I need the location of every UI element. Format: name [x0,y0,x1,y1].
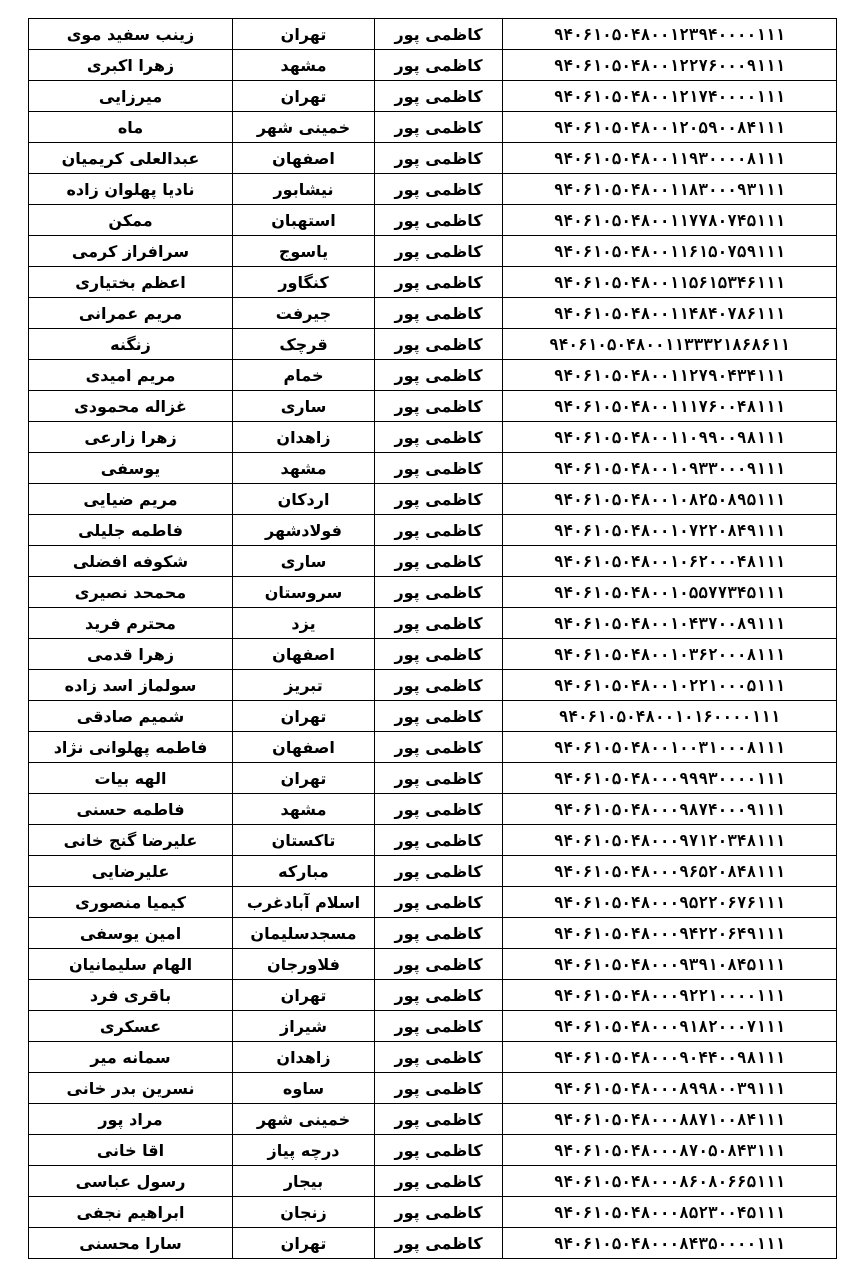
table-row [29,608,837,639]
city-cell: جیرفت [233,298,375,329]
family-cell: کاظمی پور [375,205,503,236]
city-cell: تهران [233,19,375,50]
table-row [29,453,837,484]
city-cell: مشهد [233,794,375,825]
city-cell: یاسوج [233,236,375,267]
name-cell: سولماز اسد زاده [29,670,233,701]
city-cell: ساوه [233,1073,375,1104]
city-cell: تهران [233,81,375,112]
city-cell: زاهدان [233,1042,375,1073]
table-row [29,670,837,701]
family-cell: کاظمی پور [375,732,503,763]
city-cell: درچه پیاز [233,1135,375,1166]
family-cell: کاظمی پور [375,422,503,453]
table-row [29,1166,837,1197]
city-cell: فلاورجان [233,949,375,980]
code-cell: ۹۴۰۶۱۰۵۰۴۸۰۰۱۲۲۷۶۰۰۰۹۱۱۱ [503,50,837,81]
table-row [29,887,837,918]
family-cell: کاظمی پور [375,887,503,918]
family-cell: کاظمی پور [375,1135,503,1166]
table-row [29,980,837,1011]
city-cell: مشهد [233,50,375,81]
name-cell: فاطمه جلیلی [29,515,233,546]
code-cell: ۹۴۰۶۱۰۵۰۴۸۰۰۱۱۲۷۹۰۴۳۴۱۱۱ [503,360,837,391]
family-cell: کاظمی پور [375,1104,503,1135]
family-cell: کاظمی پور [375,453,503,484]
name-cell: غزاله محمودی [29,391,233,422]
family-cell: کاظمی پور [375,484,503,515]
code-cell: ۹۴۰۶۱۰۵۰۴۸۰۰۱۱۱۷۶۰۰۴۸۱۱۱ [503,391,837,422]
code-cell: ۹۴۰۶۱۰۵۰۴۸۰۰۱۰۲۲۱۰۰۰۵۱۱۱ [503,670,837,701]
code-cell: ۹۴۰۶۱۰۵۰۴۸۰۰۱۰۳۶۲۰۰۰۸۱۱۱ [503,639,837,670]
name-cell: ماه [29,112,233,143]
family-cell: کاظمی پور [375,639,503,670]
family-cell: کاظمی پور [375,546,503,577]
name-cell: فاطمه پهلوانی نژاد [29,732,233,763]
code-cell: ۹۴۰۶۱۰۵۰۴۸۰۰۱۰۸۲۵۰۸۹۵۱۱۱ [503,484,837,515]
table-row [29,1197,837,1228]
name-cell: رسول عباسی [29,1166,233,1197]
table-row [29,546,837,577]
code-cell: ۹۴۰۶۱۰۵۰۴۸۰۰۰۹۹۹۳۰۰۰۰۱۱۱ [503,763,837,794]
city-cell: مسجدسلیمان [233,918,375,949]
family-cell: کاظمی پور [375,1042,503,1073]
name-cell: عسکری [29,1011,233,1042]
city-cell: استهبان [233,205,375,236]
table-row [29,236,837,267]
name-cell: محمحد نصیری [29,577,233,608]
table-row [29,267,837,298]
family-cell: کاظمی پور [375,980,503,1011]
family-cell: کاظمی پور [375,236,503,267]
code-cell: ۹۴۰۶۱۰۵۰۴۸۰۰۱۰۰۳۱۰۰۰۸۱۱۱ [503,732,837,763]
city-cell: زاهدان [233,422,375,453]
code-cell: ۹۴۰۶۱۰۵۰۴۸۰۰۰۸۷۰۵۰۸۴۳۱۱۱ [503,1135,837,1166]
name-cell: مریم عمرانی [29,298,233,329]
city-cell: یزد [233,608,375,639]
code-cell: ۹۴۰۶۱۰۵۰۴۸۰۰۱۰۷۲۲۰۸۴۹۱۱۱ [503,515,837,546]
name-cell: الهام سلیمانیان [29,949,233,980]
name-cell: نسرین بدر خانی [29,1073,233,1104]
table-row [29,205,837,236]
family-cell: کاظمی پور [375,391,503,422]
family-cell: کاظمی پور [375,1197,503,1228]
name-cell: سارا محسنی [29,1228,233,1259]
table-row [29,298,837,329]
family-cell: کاظمی پور [375,81,503,112]
name-cell: مراد پور [29,1104,233,1135]
family-cell: کاظمی پور [375,19,503,50]
city-cell: اصفهان [233,143,375,174]
code-cell: ۹۴۰۶۱۰۵۰۴۸۰۰۱۱۴۸۴۰۷۸۶۱۱۱ [503,298,837,329]
city-cell: تهران [233,763,375,794]
city-cell: بیجار [233,1166,375,1197]
family-cell: کاظمی پور [375,143,503,174]
city-cell: نیشابور [233,174,375,205]
table-row [29,391,837,422]
city-cell: مشهد [233,453,375,484]
name-cell: اعظم بختیاری [29,267,233,298]
family-cell: کاظمی پور [375,298,503,329]
family-cell: کاظمی پور [375,360,503,391]
city-cell: خمینی شهر [233,112,375,143]
code-cell: ۹۴۰۶۱۰۵۰۴۸۰۰۱۰۹۳۳۰۰۰۹۱۱۱ [503,453,837,484]
name-cell: میرزایی [29,81,233,112]
family-cell: کاظمی پور [375,267,503,298]
name-cell: زهرا قدمی [29,639,233,670]
name-cell: یوسفی [29,453,233,484]
name-cell: علیرضایی [29,856,233,887]
table-row [29,329,837,360]
code-cell: ۹۴۰۶۱۰۵۰۴۸۰۰۰۸۴۳۵۰۰۰۰۱۱۱ [503,1228,837,1259]
name-cell: ابراهیم نجفی [29,1197,233,1228]
code-cell: ۹۴۰۶۱۰۵۰۴۸۰۰۱۱۳۳۳۲۱۸۶۸۶۱۱ [503,329,837,360]
code-cell: ۹۴۰۶۱۰۵۰۴۸۰۰۰۹۶۵۲۰۸۴۸۱۱۱ [503,856,837,887]
code-cell: ۹۴۰۶۱۰۵۰۴۸۰۰۰۹۷۱۲۰۳۴۸۱۱۱ [503,825,837,856]
table-row [29,1073,837,1104]
code-cell: ۹۴۰۶۱۰۵۰۴۸۰۰۱۰۶۲۰۰۰۴۸۱۱۱ [503,546,837,577]
family-cell: کاظمی پور [375,763,503,794]
family-cell: کاظمی پور [375,918,503,949]
table-row [29,949,837,980]
table-row [29,856,837,887]
city-cell: اصفهان [233,639,375,670]
city-cell: تاکستان [233,825,375,856]
city-cell: شیراز [233,1011,375,1042]
table-row [29,1135,837,1166]
code-cell: ۹۴۰۶۱۰۵۰۴۸۰۰۰۸۶۰۸۰۶۶۵۱۱۱ [503,1166,837,1197]
family-cell: کاظمی پور [375,50,503,81]
table-row [29,701,837,732]
name-cell: شمیم صادقی [29,701,233,732]
family-cell: کاظمی پور [375,329,503,360]
name-cell: شکوفه افضلی [29,546,233,577]
code-cell: ۹۴۰۶۱۰۵۰۴۸۰۰۱۲۰۵۹۰۰۸۴۱۱۱ [503,112,837,143]
family-cell: کاظمی پور [375,825,503,856]
name-cell: اقا خانی [29,1135,233,1166]
table-row [29,81,837,112]
code-cell: ۹۴۰۶۱۰۵۰۴۸۰۰۰۸۸۷۱۰۰۸۴۱۱۱ [503,1104,837,1135]
table-row [29,577,837,608]
name-cell: باقری فرد [29,980,233,1011]
city-cell: تهران [233,980,375,1011]
family-cell: کاظمی پور [375,856,503,887]
code-cell: ۹۴۰۶۱۰۵۰۴۸۰۰۱۱۶۱۵۰۷۵۹۱۱۱ [503,236,837,267]
name-cell: سرافراز کرمی [29,236,233,267]
city-cell: ساری [233,391,375,422]
name-cell: نادیا پهلوان زاده [29,174,233,205]
name-cell: زهرا زارعی [29,422,233,453]
code-cell: ۹۴۰۶۱۰۵۰۴۸۰۰۱۱۸۳۰۰۰۹۳۱۱۱ [503,174,837,205]
name-cell: مریم ضیایی [29,484,233,515]
table-row [29,732,837,763]
code-cell: ۹۴۰۶۱۰۵۰۴۸۰۰۱۰۵۵۷۷۳۴۵۱۱۱ [503,577,837,608]
city-cell: فولادشهر [233,515,375,546]
city-cell: اسلام آبادغرب [233,887,375,918]
code-cell: ۹۴۰۶۱۰۵۰۴۸۰۰۰۹۸۷۴۰۰۰۹۱۱۱ [503,794,837,825]
name-cell: فاطمه حسنی [29,794,233,825]
city-cell: خمینی شهر [233,1104,375,1135]
table-row [29,825,837,856]
roster-table [28,18,837,1259]
code-cell: ۹۴۰۶۱۰۵۰۴۸۰۰۱۲۳۹۴۰۰۰۰۱۱۱ [503,19,837,50]
table-row [29,1228,837,1259]
city-cell: اردکان [233,484,375,515]
code-cell: ۹۴۰۶۱۰۵۰۴۸۰۰۰۹۲۲۱۰۰۰۰۱۱۱ [503,980,837,1011]
city-cell: زنجان [233,1197,375,1228]
family-cell: کاظمی پور [375,577,503,608]
name-cell: الهه بیات [29,763,233,794]
city-cell: سروستان [233,577,375,608]
family-cell: کاظمی پور [375,608,503,639]
family-cell: کاظمی پور [375,1166,503,1197]
family-cell: کاظمی پور [375,174,503,205]
name-cell: محترم فرید [29,608,233,639]
table-row [29,143,837,174]
city-cell: اصفهان [233,732,375,763]
code-cell: ۹۴۰۶۱۰۵۰۴۸۰۰۰۹۰۴۴۰۰۹۸۱۱۱ [503,1042,837,1073]
family-cell: کاظمی پور [375,701,503,732]
city-cell: مبارکه [233,856,375,887]
table-row [29,174,837,205]
name-cell: زینب سفید موی [29,19,233,50]
family-cell: کاظمی پور [375,1228,503,1259]
table-row [29,422,837,453]
city-cell: تهران [233,1228,375,1259]
table-row [29,19,837,50]
city-cell: کنگاور [233,267,375,298]
name-cell: زهرا اکبری [29,50,233,81]
code-cell: ۹۴۰۶۱۰۵۰۴۸۰۰۰۹۵۲۲۰۶۷۶۱۱۱ [503,887,837,918]
code-cell: ۹۴۰۶۱۰۵۰۴۸۰۰۰۸۹۹۸۰۰۳۹۱۱۱ [503,1073,837,1104]
code-cell: ۹۴۰۶۱۰۵۰۴۸۰۰۰۸۵۲۳۰۰۴۵۱۱۱ [503,1197,837,1228]
name-cell: زنگنه [29,329,233,360]
family-cell: کاظمی پور [375,949,503,980]
city-cell: تبریز [233,670,375,701]
city-cell: تهران [233,701,375,732]
table-row [29,918,837,949]
name-cell: کیمیا منصوری [29,887,233,918]
code-cell: ۹۴۰۶۱۰۵۰۴۸۰۰۱۱۰۹۹۰۰۹۸۱۱۱ [503,422,837,453]
code-cell: ۹۴۰۶۱۰۵۰۴۸۰۰۱۱۵۶۱۵۳۴۶۱۱۱ [503,267,837,298]
table-row [29,794,837,825]
code-cell: ۹۴۰۶۱۰۵۰۴۸۰۰۱۱۹۳۰۰۰۰۸۱۱۱ [503,143,837,174]
city-cell: قرچک [233,329,375,360]
roster-table-body [29,19,837,1259]
family-cell: کاظمی پور [375,794,503,825]
family-cell: کاظمی پور [375,1011,503,1042]
code-cell: ۹۴۰۶۱۰۵۰۴۸۰۰۰۹۴۲۲۰۶۴۹۱۱۱ [503,918,837,949]
table-row [29,639,837,670]
name-cell: عبدالعلی کریمیان [29,143,233,174]
table-row [29,484,837,515]
table-row [29,515,837,546]
name-cell: ممکن [29,205,233,236]
table-row [29,112,837,143]
code-cell: ۹۴۰۶۱۰۵۰۴۸۰۰۰۹۱۸۲۰۰۰۷۱۱۱ [503,1011,837,1042]
code-cell: ۹۴۰۶۱۰۵۰۴۸۰۰۱۱۷۷۸۰۷۴۵۱۱۱ [503,205,837,236]
family-cell: کاظمی پور [375,670,503,701]
name-cell: مریم امیدی [29,360,233,391]
family-cell: کاظمی پور [375,515,503,546]
name-cell: امین یوسفی [29,918,233,949]
city-cell: خمام [233,360,375,391]
family-cell: کاظمی پور [375,112,503,143]
family-cell: کاظمی پور [375,1073,503,1104]
table-row [29,763,837,794]
code-cell: ۹۴۰۶۱۰۵۰۴۸۰۰۱۰۴۳۷۰۰۸۹۱۱۱ [503,608,837,639]
name-cell: سمانه میر [29,1042,233,1073]
code-cell: ۹۴۰۶۱۰۵۰۴۸۰۰۱۲۱۷۴۰۰۰۰۱۱۱ [503,81,837,112]
table-row [29,1042,837,1073]
city-cell: ساری [233,546,375,577]
table-row [29,360,837,391]
table-row [29,1011,837,1042]
table-row [29,50,837,81]
table-row [29,1104,837,1135]
code-cell: ۹۴۰۶۱۰۵۰۴۸۰۰۰۹۳۹۱۰۸۴۵۱۱۱ [503,949,837,980]
code-cell: ۹۴۰۶۱۰۵۰۴۸۰۰۱۰۱۶۰۰۰۰۱۱۱ [503,701,837,732]
name-cell: علیرضا گنج خانی [29,825,233,856]
